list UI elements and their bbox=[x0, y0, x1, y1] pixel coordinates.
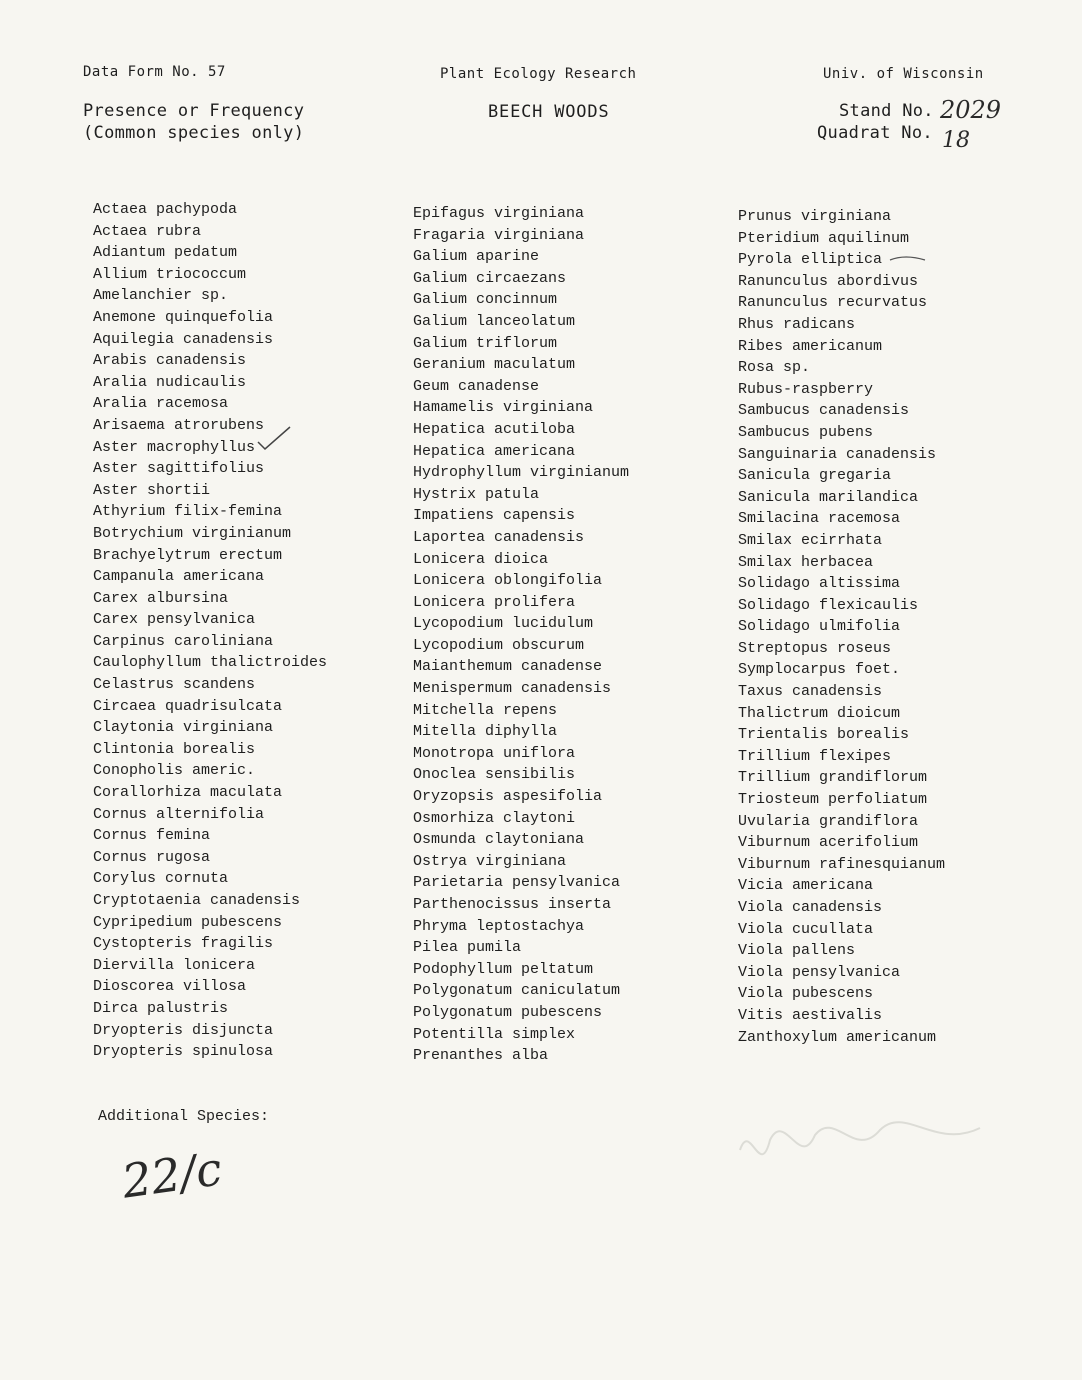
species-item: Actaea pachypoda bbox=[93, 201, 238, 218]
species-item: Impatiens capensis bbox=[413, 507, 576, 525]
community-title: BEECH WOODS bbox=[488, 102, 610, 122]
species-item: Smilax ecirrhata bbox=[738, 531, 883, 549]
faint-pencil-scribble bbox=[740, 1122, 980, 1154]
stand-label: Stand No. bbox=[839, 101, 934, 121]
species-item: Diervilla lonicera bbox=[93, 956, 256, 974]
species-item: Pyrola elliptica bbox=[738, 251, 883, 269]
species-item: Geum canadense bbox=[413, 377, 540, 395]
species-item: Cornus alternifolia bbox=[93, 805, 265, 823]
species-item: Smilacina racemosa bbox=[738, 510, 901, 528]
species-item: Ranunculus abordivus bbox=[738, 272, 919, 290]
species-item: Aster sagittifolius bbox=[93, 460, 265, 478]
species-item: Arabis canadensis bbox=[93, 352, 247, 370]
species-item: Polygonatum pubescens bbox=[413, 1003, 603, 1021]
species-item: Parietaria pensylvanica bbox=[413, 874, 621, 892]
species-item: Celastrus scandens bbox=[93, 676, 256, 694]
species-item: Dioscorea villosa bbox=[93, 978, 247, 996]
species-item: Uvularia grandiflora bbox=[738, 812, 919, 830]
university: Univ. of Wisconsin bbox=[823, 66, 984, 82]
form-type-line-1: Presence or Frequency bbox=[83, 101, 305, 121]
species-item: Ribes americanum bbox=[738, 337, 883, 355]
species-item: Circaea quadrisulcata bbox=[93, 697, 283, 715]
species-item: Caulophyllum thalictroides bbox=[93, 654, 328, 672]
species-item: Athyrium filix-femina bbox=[93, 503, 283, 521]
species-item: Vitis aestivalis bbox=[738, 1006, 883, 1024]
species-item: Trillium flexipes bbox=[738, 747, 892, 765]
species-item: Lonicera oblongifolia bbox=[413, 572, 603, 590]
species-item: Corylus cornuta bbox=[93, 870, 229, 888]
species-item: Pteridium aquilinum bbox=[738, 229, 910, 247]
species-item: Sanicula gregaria bbox=[738, 467, 892, 485]
species-item: Cornus rugosa bbox=[93, 848, 211, 866]
species-item: Streptopus roseus bbox=[738, 639, 892, 657]
stand-value: 2029 bbox=[940, 96, 1002, 124]
species-item: Epifagus virginiana bbox=[413, 205, 585, 222]
check-mark-aster-macrophyllus bbox=[258, 427, 290, 449]
species-item: Aralia racemosa bbox=[93, 395, 229, 413]
species-item: Claytonia virginiana bbox=[93, 719, 274, 737]
species-item: Carpinus caroliniana bbox=[93, 632, 274, 650]
species-item: Sambucus pubens bbox=[738, 423, 874, 441]
species-item: Campanula americana bbox=[93, 568, 265, 586]
pencil-tick-pyrola bbox=[890, 257, 925, 260]
species-item: Dryopteris spinulosa bbox=[93, 1043, 274, 1061]
species-item: Prunus virginiana bbox=[738, 208, 892, 225]
species-item: Hystrix patula bbox=[413, 485, 540, 503]
quadrat-label: Quadrat No. bbox=[817, 123, 933, 143]
species-item: Phryma leptostachya bbox=[413, 917, 585, 935]
species-item: Galium aparine bbox=[413, 248, 540, 266]
species-item: Sambucus canadensis bbox=[738, 402, 910, 420]
species-item: Menispermum canadensis bbox=[413, 680, 612, 698]
species-item: Anemone quinquefolia bbox=[93, 308, 274, 326]
species-item: Aralia nudicaulis bbox=[93, 373, 247, 391]
species-item: Cornus femina bbox=[93, 827, 211, 845]
species-item: Solidago altissima bbox=[738, 575, 901, 593]
species-item: Hydrophyllum virginianum bbox=[413, 464, 630, 482]
species-item: Galium lanceolatum bbox=[413, 312, 576, 330]
species-item: Osmorhiza claytoni bbox=[413, 809, 576, 827]
species-item: Onoclea sensibilis bbox=[413, 766, 576, 784]
species-item: Sanguinaria canadensis bbox=[738, 445, 937, 463]
species-item: Actaea rubra bbox=[93, 222, 202, 240]
species-item: Potentilla simplex bbox=[413, 1025, 576, 1043]
species-item: Polygonatum caniculatum bbox=[413, 982, 621, 1000]
species-item: Prenanthes alba bbox=[413, 1047, 549, 1065]
species-item: Taxus canadensis bbox=[738, 683, 883, 701]
species-item: Hepatica americana bbox=[413, 442, 576, 460]
species-item: Fragaria virginiana bbox=[413, 226, 585, 244]
species-item: Aquilegia canadensis bbox=[93, 330, 274, 348]
species-item: Cryptotaenia canadensis bbox=[93, 892, 301, 909]
species-item: Arisaema atrorubens bbox=[93, 416, 265, 434]
species-item: Cystopteris fragilis bbox=[93, 935, 274, 953]
species-item: Galium concinnum bbox=[413, 291, 558, 309]
species-item: Lonicera dioica bbox=[413, 550, 549, 568]
species-item: Trillium grandiflorum bbox=[738, 769, 928, 787]
species-item: Galium circaezans bbox=[413, 269, 567, 287]
species-item: Mitella diphylla bbox=[413, 723, 558, 741]
species-item: Thalictrum dioicum bbox=[738, 704, 901, 722]
species-item: Smilax herbacea bbox=[738, 553, 874, 571]
species-item: Laportea canadensis bbox=[413, 528, 585, 546]
form-type-line-2: (Common species only) bbox=[83, 123, 305, 143]
species-item: Lonicera prolifera bbox=[413, 593, 576, 611]
species-item: Viola canadensis bbox=[738, 899, 883, 916]
species-item: Rubus-raspberry bbox=[738, 380, 874, 398]
species-item: Cypripedium pubescens bbox=[93, 913, 283, 931]
species-item: Trientalis borealis bbox=[738, 726, 910, 744]
species-item: Monotropa uniflora bbox=[413, 744, 576, 762]
species-item: Symplocarpus foet. bbox=[738, 661, 901, 679]
species-item: Viburnum rafinesquianum bbox=[738, 855, 946, 873]
species-item: Ranunculus recurvatus bbox=[738, 294, 928, 312]
species-item: Solidago flexicaulis bbox=[738, 596, 919, 614]
species-item: Hepatica acutiloba bbox=[413, 420, 576, 438]
species-item: Rosa sp. bbox=[738, 359, 811, 377]
species-item: Carex pensylvanica bbox=[93, 611, 256, 629]
species-item: Lycopodium lucidulum bbox=[413, 615, 594, 633]
species-item: Galium triflorum bbox=[413, 334, 558, 352]
species-item: Geranium maculatum bbox=[413, 356, 576, 374]
species-item: Clintonia borealis bbox=[93, 740, 256, 758]
organization: Plant Ecology Research bbox=[440, 66, 637, 82]
species-item: Solidago ulmifolia bbox=[738, 618, 901, 636]
species-item: Dirca palustris bbox=[93, 999, 229, 1017]
quadrat-value: 18 bbox=[942, 128, 970, 153]
species-item: Maianthemum canadense bbox=[413, 658, 603, 676]
species-item: Viola pubescens bbox=[738, 985, 874, 1003]
species-item: Aster shortii bbox=[93, 481, 211, 499]
species-item: Triosteum perfoliatum bbox=[738, 791, 928, 809]
species-item: Conopholis americ. bbox=[93, 762, 256, 780]
species-item: Parthenocissus inserta bbox=[413, 896, 612, 913]
species-item: Lycopodium obscurum bbox=[413, 636, 585, 654]
species-item: Hamamelis virginiana bbox=[413, 399, 594, 417]
species-item: Mitchella repens bbox=[413, 701, 558, 719]
species-item: Oryzopsis aspesifolia bbox=[413, 788, 603, 806]
species-item: Allium triococcum bbox=[93, 265, 247, 283]
species-item: Viola cucullata bbox=[738, 920, 874, 938]
species-item: Sanicula marilandica bbox=[738, 488, 919, 506]
species-item: Amelanchier sp. bbox=[93, 287, 229, 305]
species-item: Viburnum acerifolium bbox=[738, 834, 919, 852]
species-item: Rhus radicans bbox=[738, 315, 856, 333]
species-item: Brachyelytrum erectum bbox=[93, 546, 283, 564]
species-item: Dryopteris disjuncta bbox=[93, 1021, 274, 1039]
additional-species-label: Additional Species: bbox=[98, 1108, 270, 1125]
species-item: Vicia americana bbox=[738, 877, 874, 895]
species-item: Aster macrophyllus bbox=[93, 438, 256, 456]
species-item: Corallorhiza maculata bbox=[93, 784, 283, 802]
species-item: Podophyllum peltatum bbox=[413, 960, 594, 978]
handwritten-note: 22/c bbox=[118, 1141, 226, 1209]
species-item: Adiantum pedatum bbox=[93, 244, 238, 262]
species-item: Ostrya virginiana bbox=[413, 852, 567, 870]
form-number: Data Form No. 57 bbox=[83, 64, 226, 80]
species-item: Viola pallens bbox=[738, 942, 856, 960]
species-item: Zanthoxylum americanum bbox=[738, 1028, 937, 1046]
species-item: Osmunda claytoniana bbox=[413, 831, 585, 849]
species-item: Botrychium virginianum bbox=[93, 524, 292, 542]
species-item: Pilea pumila bbox=[413, 939, 522, 957]
species-item: Carex albursina bbox=[93, 589, 229, 607]
species-item: Viola pensylvanica bbox=[738, 963, 901, 981]
